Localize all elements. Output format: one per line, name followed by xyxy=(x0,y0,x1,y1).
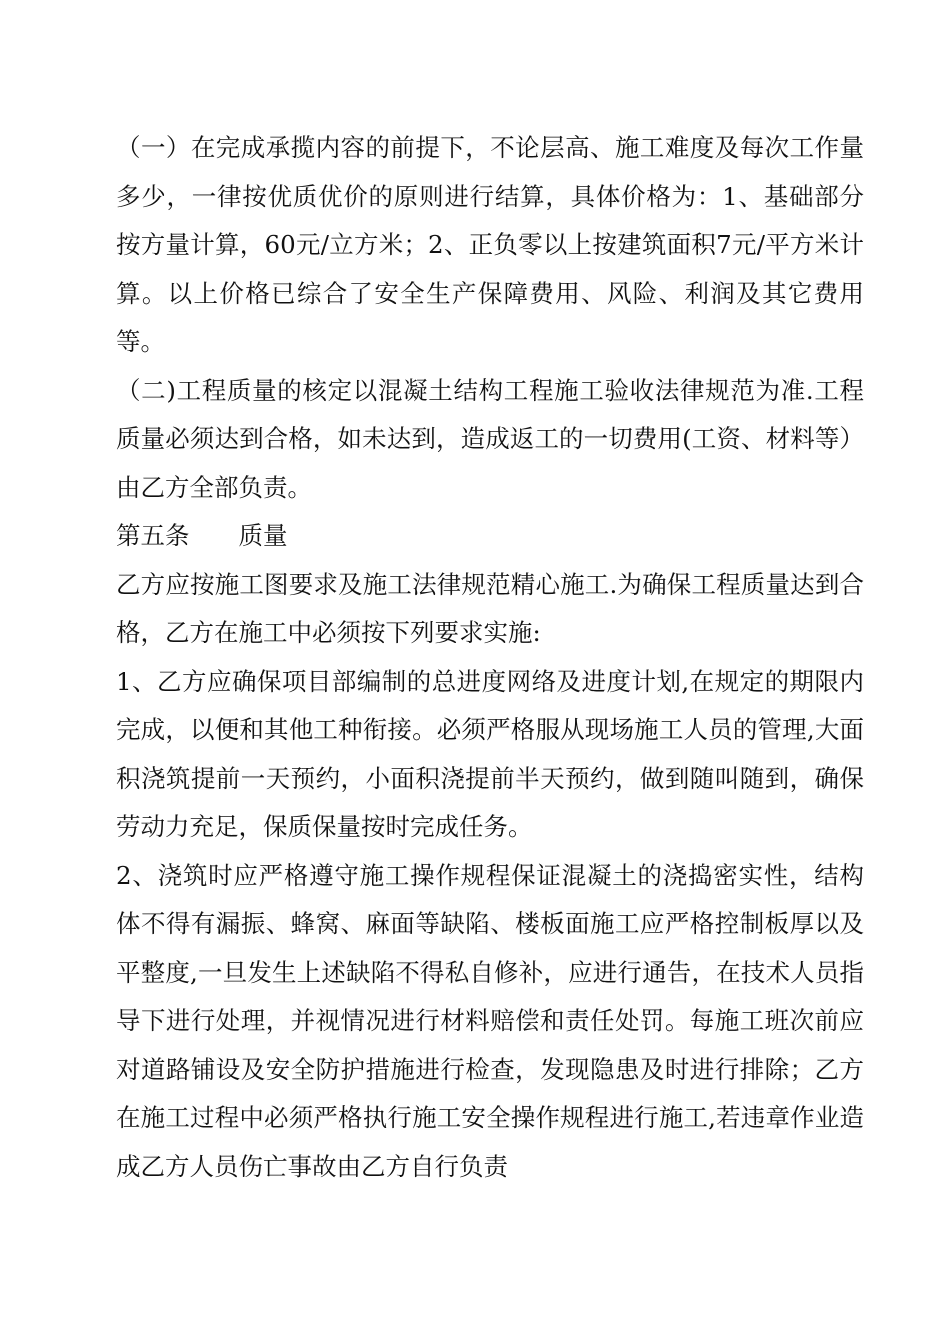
paragraph-item-1-schedule: 1、乙方应确保项目部编制的总进度网络及进度计划,在规定的期限内完成，以便和其他工种衔接。必须严格服从现场施工人员的管理,大面积浇筑提前一天预约，小面积浇提前半天预约，做到随叫随到，确保劳动力充足，保质保量按时完成任务。 xyxy=(116,666,864,841)
section-heading-article-5: 第五条 质量 xyxy=(116,521,288,550)
paragraph-quality-requirements: 乙方应按施工图要求及施工法律规范精心施工.为确保工程质量达到合格，乙方在施工中必须按下列要求实施: xyxy=(116,569,864,647)
paragraph-quality-standard: （二)工程质量的核定以混凝土结构工程施工验收法律规范为准.工程质量必须达到合格，如未达到，造成返工的一切费用(工资、材料等）由乙方全部负责。 xyxy=(116,375,864,502)
paragraph-item-2-pouring: 2、浇筑时应严格遵守施工操作规程保证混凝土的浇捣密实性，结构体不得有漏振、蜂窝、麻面等缺陷、楼板面施工应严格控制板厚以及平整度,一旦发生上述缺陷不得私自修补，应进行通告，在技术人员指导下进行处理，并视情况进行材料赔偿和责任处罚。每施工班次前应对道路铺设及安全防护措施进行检查，发现隐患及时进行排除；乙方在施工过程中必须严格执行施工安全操作规程进行施工,若违章作业造成乙方人员伤亡事故由乙方自行负责 xyxy=(116,860,864,1181)
paragraph-settlement-price: （一）在完成承揽内容的前提下，不论层高、施工难度及每次工作量多少，一律按优质优价的原则进行结算，具体价格为：1、基础部分按方量计算，60元/立方米；2、正负零以上按建筑面积7元/平方米计算。以上价格已综合了安全生产保障费用、风险、利润及其它费用等。 xyxy=(116,133,864,356)
document-body xyxy=(116,124,864,1191)
